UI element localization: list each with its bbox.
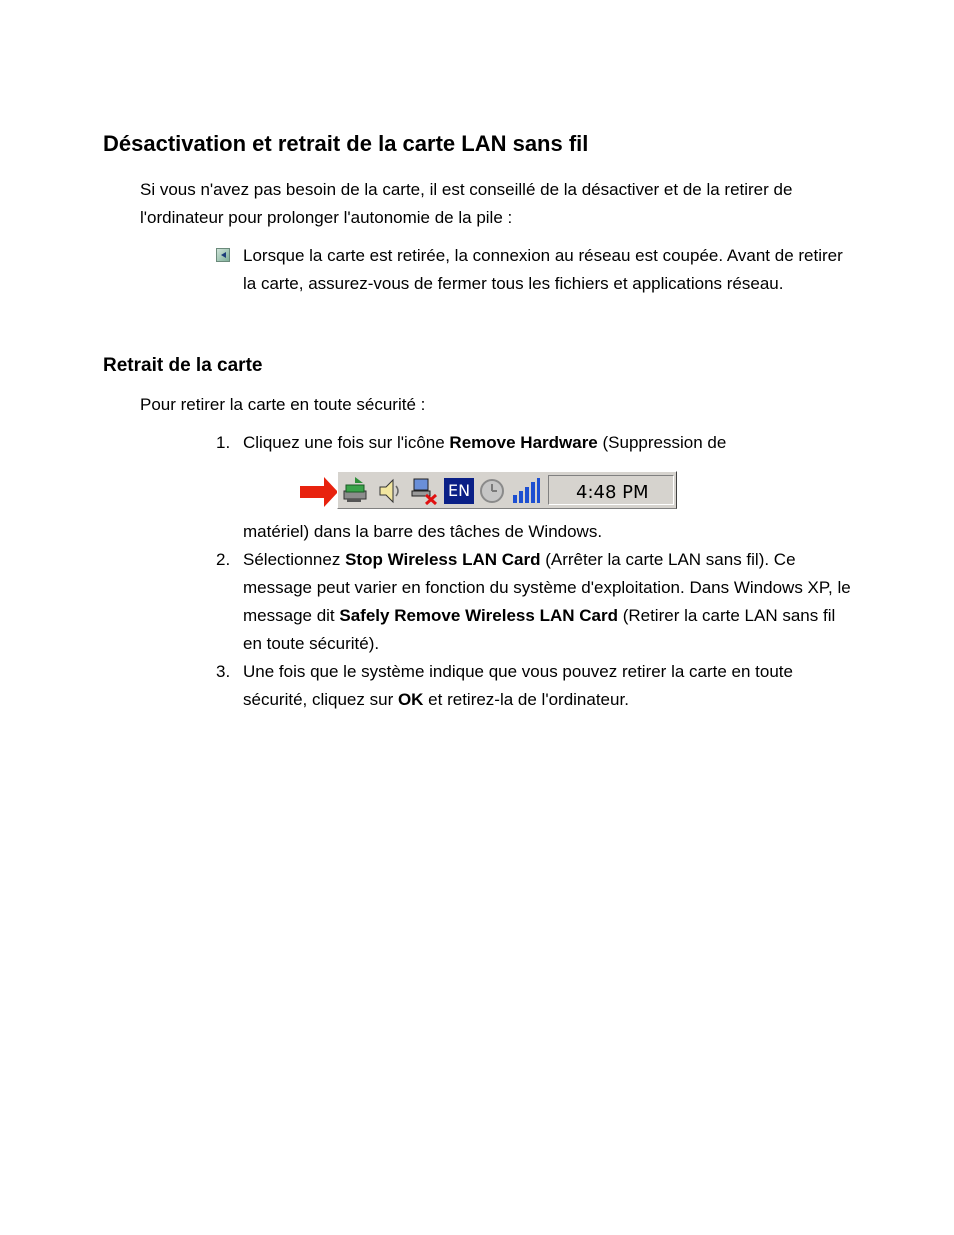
remove-hardware-label: Remove Hardware [449, 433, 598, 452]
step-1-continued [216, 518, 856, 546]
note [216, 242, 856, 298]
step-2 [216, 546, 856, 658]
signal-strength-icon[interactable] [510, 477, 542, 505]
note-text: Lorsque la carte est retirée, la connexion au réseau est coupée. Avant de retirer la carte, assurez-vous de fermer tous les fichiers et applications réseau. [243, 246, 843, 293]
remove-hardware-icon[interactable] [341, 477, 373, 505]
note-icon [216, 248, 230, 262]
page-title: Désactivation et retrait de la carte LAN sans fil [103, 131, 589, 156]
network-disconnected-icon[interactable] [408, 477, 440, 505]
arrow-icon [300, 477, 338, 507]
step-text: Une fois que le système indique que vous pouvez retirer la carte en toute sécurité, cliquez sur OK et retirez-la de l'ordinateur. [243, 662, 793, 709]
section-heading: Retrait de la carte [103, 355, 263, 376]
volume-icon[interactable] [376, 477, 404, 505]
ok-label: OK [397, 690, 424, 709]
step-text: matériel) dans la barre des tâches de Windows. [243, 522, 603, 541]
step-number: 2. [216, 550, 231, 569]
intro-paragraph: Si vous n'avez pas besoin de la carte, il est conseillé de la désactiver et de la retirer de l'ordinateur pour prolonger l'autonomie de la pile : [140, 180, 793, 227]
safely-remove-label: Safely Remove Wireless LAN Card [339, 606, 618, 625]
language-indicator[interactable]: EN [444, 478, 474, 504]
taskbar-screenshot [300, 471, 680, 511]
system-tray [337, 471, 677, 509]
step-number: 3. [216, 662, 231, 681]
section-intro: Pour retirer la carte en toute sécurité : [140, 395, 426, 414]
clock-time: 4:48 PM [576, 482, 649, 503]
stop-wireless-label: Stop Wireless LAN Card [345, 550, 541, 569]
step-number: 1. [216, 433, 231, 452]
step-1 [216, 429, 856, 457]
step-text: Cliquez une fois sur l'icône Remove Hardware (Suppression de [243, 433, 727, 452]
step-text: Sélectionnez Stop Wireless LAN Card (Arrêter la carte LAN sans fil). Ce message peut varier en fonction du système d'exploitation. Dans Windows XP, le message dit Safely Remove Wireless LAN Card (Retirer la carte LAN sans fil en toute sécurité). [243, 550, 851, 653]
clock-status-icon[interactable] [478, 477, 506, 505]
step-3 [216, 658, 856, 714]
